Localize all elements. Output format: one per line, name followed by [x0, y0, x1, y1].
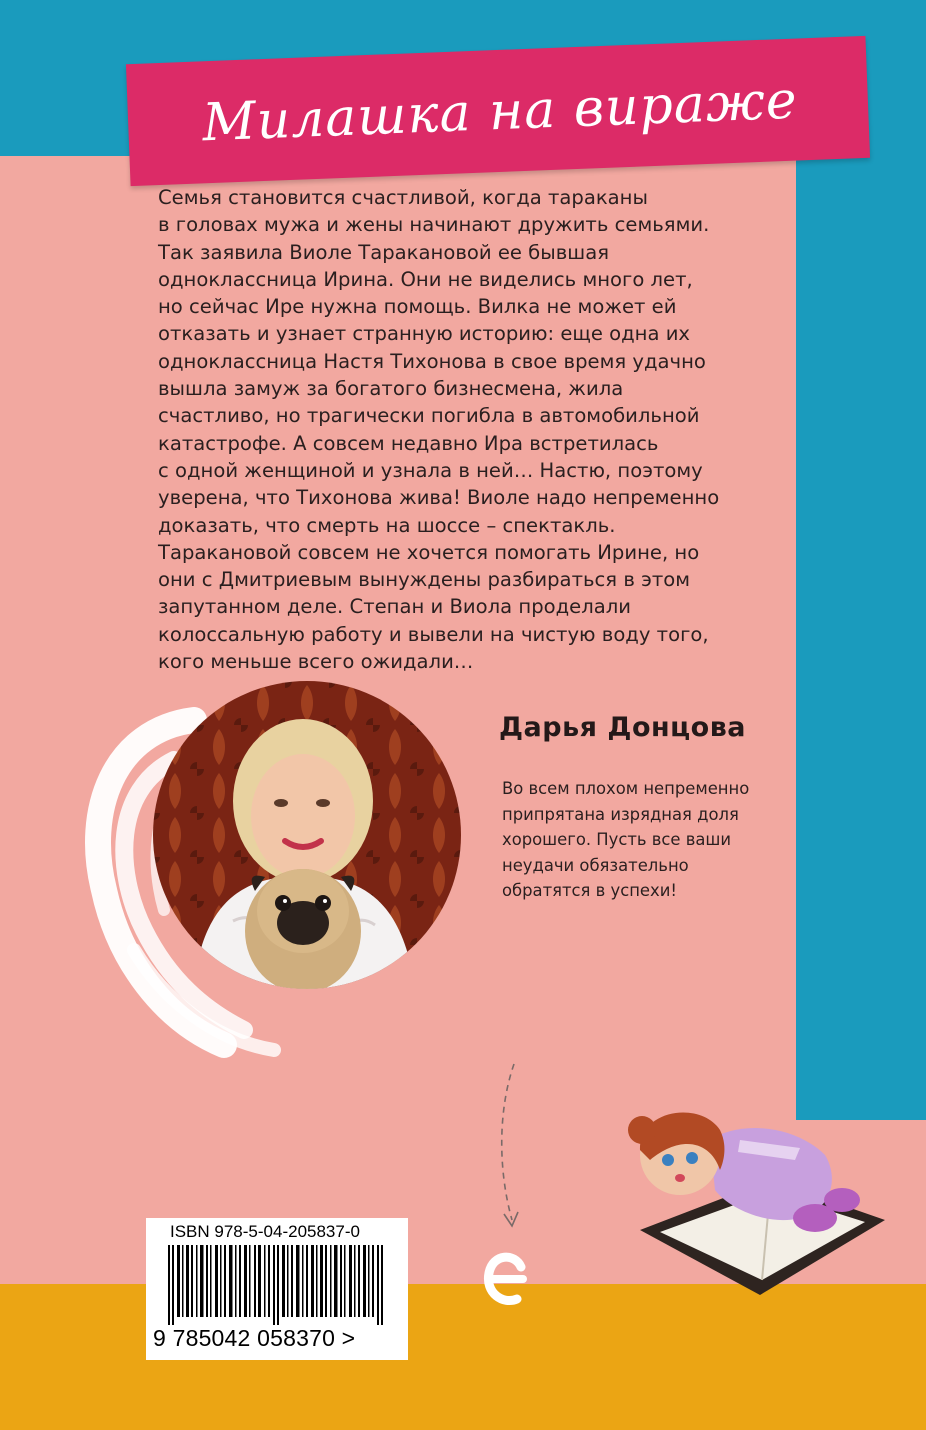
- annotation-line: Так заявила Виоле Таракановой ее бывшая: [158, 240, 609, 264]
- annotation-line: колоссальную работу и вывели на чистую воду того,: [158, 622, 709, 646]
- isbn-label: ISBN 978-5-04-205837-0: [170, 1222, 360, 1241]
- annotation-line: уверена, что Тихонова жива! Виоле надо непременно: [158, 486, 720, 510]
- author-quote: [502, 776, 792, 904]
- author-photo-icon: [153, 681, 461, 989]
- annotation-text: [158, 184, 758, 675]
- annotation-line: доказать, что смерть на шоссе – спектакль.: [158, 513, 616, 537]
- doll-illustration-icon: [620, 1100, 890, 1300]
- author-photo: [153, 681, 461, 989]
- annotation-line: катастрофе. А совсем недавно Ира встретилась: [158, 431, 659, 455]
- annotation-line: кого меньше всего ожидали…: [158, 650, 474, 674]
- annotation-line: одноклассница Ирина. Они не виделись много лет,: [158, 267, 693, 291]
- annotation-line: отказать и узнает странную историю: еще одна их: [158, 322, 691, 346]
- author-quote-line: припрятана изрядная доля: [502, 804, 739, 824]
- author-quote-line: Во всем плохом непременно: [502, 779, 750, 798]
- dashed-arrow-icon: [490, 1060, 530, 1240]
- annotation-line: одноклассница Настя Тихонова в свое время удачно: [158, 349, 706, 373]
- barcode-bars: [168, 1245, 388, 1325]
- annotation-line: вышла замуж за богатого бизнесмена, жила: [158, 377, 624, 401]
- author-quote-line: обратятся в успехи!: [502, 881, 677, 901]
- author-name: Дарья Донцова: [499, 712, 747, 743]
- book-title: Милашка на вираже: [201, 70, 799, 154]
- annotation-line: в головах мужа и жены начинают дружить семьями.: [158, 213, 710, 237]
- annotation-line: с одной женщиной и узнала в ней… Настю, поэтому: [158, 458, 703, 482]
- background-teal-right: [796, 0, 926, 1130]
- author-quote-line: неудачи обязательно: [502, 855, 689, 875]
- barcode-digits: 9 785042 058370 >: [153, 1325, 356, 1351]
- annotation-line: счастливо, но трагически погибла в автомобильной: [158, 404, 700, 428]
- background-yellow-band: [0, 1284, 926, 1430]
- annotation-line: но сейчас Ире нужна помощь. Вилка не может ей: [158, 295, 677, 319]
- eksmo-logo-icon: [483, 1249, 531, 1309]
- annotation-line: запутанном деле. Степан и Виола проделали: [158, 595, 632, 619]
- author-quote-line: хорошего. Пусть все ваши: [502, 830, 732, 850]
- annotation-line: они с Дмитриевым вынуждены разбираться в этом: [158, 568, 691, 592]
- annotation-line: Таракановой совсем не хочется помогать Ирине, но: [158, 540, 700, 564]
- annotation-line: Семья становится счастливой, когда тараканы: [158, 186, 648, 209]
